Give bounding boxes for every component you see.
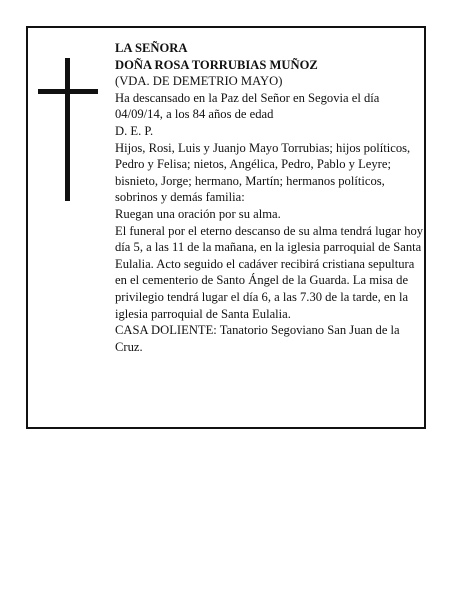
family-list: Hijos, Rosi, Luis y Juanjo Mayo Torrubias; hijos políticos, Pedro y Felisa; nietos, Angélica, Pedro, Pablo y Leyre; bisnieto, Jorge; hermano, Martín; hermanos políticos, sobrinos y demás familia:	[115, 140, 411, 205]
funeral-details: El funeral por el eterno descanso de su alma tendrá lugar hoy día 5, a las 11 de la mañana, en la iglesia parroquial de Santa Eulalia. Acto seguido el cadáver recibirá cristiana sepultura en el cementerio de Santo Ángel de la Guarda. La misa de privilegio tendrá lugar el día 6, a las 7.30 de la tarde, en la iglesia parroquial de Santa Eulalia.	[115, 223, 424, 321]
mourning-house: CASA DOLIENTE: Tanatorio Segoviano San Juan de la Cruz.	[115, 323, 400, 354]
obituary-text	[115, 40, 425, 355]
death-announcement: Ha descansado en la Paz del Señor en Segovia el día 04/09/14, a los 84 años de edad	[115, 90, 380, 122]
cross-vertical-bar	[65, 58, 70, 201]
obituary-notice	[26, 26, 426, 429]
title-line-1: LA SEÑORA	[115, 41, 188, 55]
deceased-name: DOÑA ROSA TORRUBIAS MUÑOZ	[115, 57, 318, 72]
dep-line: D. E. P.	[115, 123, 154, 138]
prayer-request: Ruegan una oración por su alma.	[115, 206, 281, 221]
cross-horizontal-bar	[38, 89, 98, 94]
widow-of: (VDA. DE DEMETRIO MAYO)	[115, 74, 283, 89]
latin-cross-icon	[38, 58, 98, 201]
